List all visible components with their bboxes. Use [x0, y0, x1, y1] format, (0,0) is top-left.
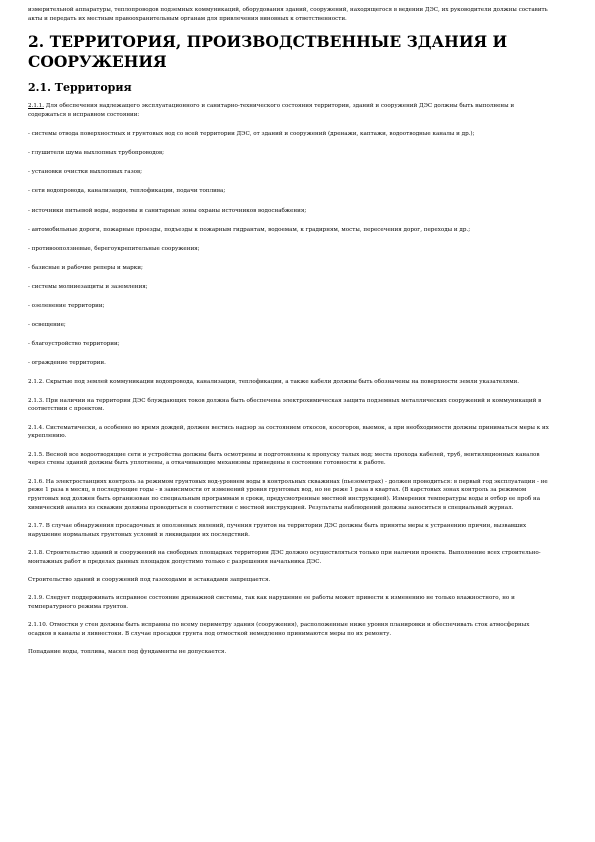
paragraph-2-1-5: 2.1.5. Весной все водоотводящие сети и устройства должны быть осмотрены и подготовлены к пропуску талых вод; места прохода кабелей, труб, вентиляционных каналов через стены зданий должны быть уплотнены, а откачивающие механизмы приведены в состояние готовности к работе. [28, 451, 540, 467]
paragraph-2-1-2: 2.1.2. Скрытые под землей коммуникации водопровода, канализации, теплофикации, а также кабели должны быть обозначены на поверхности земли указателями. [28, 379, 520, 386]
paragraph-2-1-8-note: Строительство зданий и сооружений под газоходами и эстакадами запрещается. [28, 577, 271, 584]
paragraph-text: Для обеспечения надлежащего эксплуатационного и санитарно-технического состояния территории, зданий и сооружений ДЭС должны быть выполнены и содержаться в исправном состоянии: [28, 103, 515, 119]
list-item: - автомобильные дороги, пожарные проезды, подъезды к пожарным гидрантам, водоемам, к градирням, мосты, пересечения дорог, переходы и др.; [28, 226, 471, 233]
paragraph-number: 2.1.1. [28, 103, 45, 110]
list-item: - системы молниезащиты и заземления; [28, 283, 148, 290]
list-item: - глушители шума выхлопных трубопроводов; [28, 150, 165, 157]
list-item: - базисные и рабочие реперы и марки; [28, 264, 143, 271]
section-title: 2. ТЕРРИТОРИЯ, ПРОИЗВОДСТВЕННЫЕ ЗДАНИЯ И СООРУЖЕНИЯ [28, 32, 508, 72]
list-item: - озеленение территории; [28, 303, 105, 310]
subsection-title: 2.1. Территория [28, 81, 132, 95]
paragraph-2-1-1 [28, 102, 549, 119]
paragraph-2-1-6: 2.1.6. На электростанциях контроль за режимом грунтовых вод-уровнем воды в контрольных скважинах (пьезометрах) - должен проводиться: в первый год эксплуатации - не реже 1 раза в месяц, в последующие годы - в зависимости от изменений уровня грунтовых вод, но не реже 1 раза в квартал. (В карстовых зонах контроль за режимом грунтовых вод должен быть организован по специальным программам в сроки, предусмотренные местной инструкцией). Измерения температуры воды и отбор ее проб на химический анализ из скважин должны проводиться в соответствии с местной инструкцией. Результаты наблюдений должны заноситься в специальный журнал. [28, 478, 548, 511]
paragraph-2-1-4: 2.1.4. Систематически, а особенно во время дождей, должен вестись надзор за состоянием откосов, косогоров, выемок, а при необходимости должны приниматься меры к их укреплению. [28, 424, 549, 440]
paragraph-2-1-10: 2.1.10. Отмостки у стен должны быть исправны по всему периметру здания (сооружения), расположенные ниже уровня планировки и обеспечивать сток атмосферных осадков в каналы и ливнестоки. В случае просадки грунта под отмосткой немедленно принимаются меры по их ремонту. [28, 622, 530, 638]
intro-paragraph: измерительной аппаратуры, теплопроводов подземных коммуникаций, оборудования зданий, сооружений, находящегося в ведении ДЭС, их руководители должны составить акты и передать их местным правоохранительным органам для привлечения виновных к ответственности. [28, 7, 548, 22]
paragraph-2-1-7: 2.1.7. В случае обнаружения просадочных и оползневых явлений, пучения грунтов на территории ДЭС должны быть приняты меры к устранению причин, вызвавших нарушение нормальных грунтовых условий и ликвидации их последствий. [28, 523, 527, 538]
list-item: - установки очистки выхлопных газов; [28, 169, 143, 176]
list-item: - освещение; [28, 322, 66, 329]
paragraph-2-1-10-note: Попадание воды, топлива, масел под фундаменты не допускается. [28, 649, 227, 656]
list-item: - благоустройство территории; [28, 341, 120, 348]
paragraph-2-1-9: 2.1.9. Следует поддерживать исправное состояние дренажной системы, так как нарушение ее работы может привести к изменению не только влажностного, но и температурного режима грунтов. [28, 595, 515, 611]
paragraph-2-1-8: 2.1.8. Строительство зданий и сооружений на свободных площадках территории ДЭС должно осуществляться только при наличии проекта. Выполнение всех строительно-монтажных работ в пределах данных площадок допустимо только с разрешения начальника ДЭС. [28, 550, 541, 565]
list-item: - системы отвода поверхностных и грунтовых вод со всей территории ДЭС, от зданий и сооружений (дренажи, каптажи, водоотводные каналы и др.); [28, 131, 475, 138]
list-item: - сети водопровода, канализации, теплофикации, подачи топлива; [28, 188, 226, 195]
paragraph-2-1-3: 2.1.3. При наличии на территории ДЭС блуждающих токов должна быть обеспечена электрохимическая защита подземных металлических сооружений и коммуникаций в соответствии с проектом. [28, 397, 542, 413]
list-item: - ограждение территории. [28, 360, 106, 367]
list-item: - противооползневые, берегоукрепительные сооружения; [28, 245, 200, 252]
list-item: - источники питьевой воды, водоемы и санитарные зоны охраны источников водоснабжения; [28, 207, 307, 214]
